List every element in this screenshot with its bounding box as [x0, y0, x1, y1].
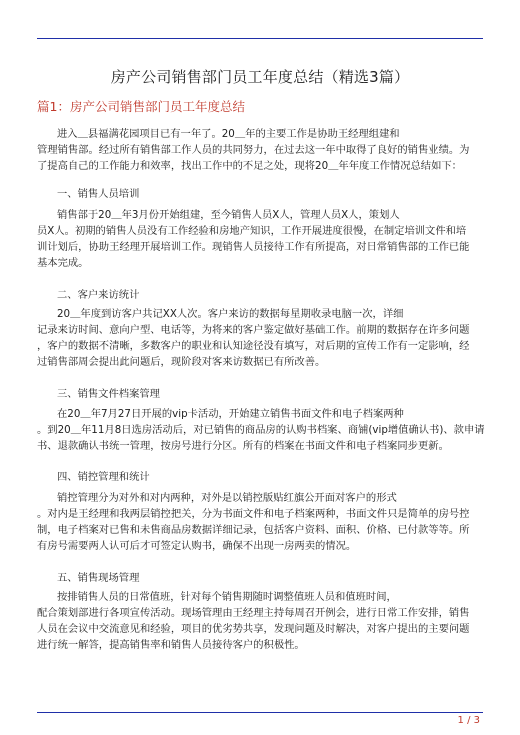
paragraph-line: 员X人。初期的销售人员没有工作经验和房地产知识，工作开展进度很慢，在制定培训文件和培 — [37, 225, 467, 237]
section-heading: 篇1：房产公司销售部门员工年度总结 — [37, 99, 245, 114]
page-number: 1 / 3 — [457, 715, 480, 726]
subsection-paragraph — [37, 406, 483, 454]
paragraph-line: 按排销售人员的日常值班，针对每个销售期随时调整值班人员和值班时间， — [57, 591, 397, 603]
subsection-heading: 三、销售文件档案管理 — [57, 388, 160, 400]
paragraph-line: 过销售部周会提出此问题后，现阶段对客来访数据已有所改善。 — [37, 356, 326, 368]
footer-rule — [37, 712, 483, 713]
paragraph-line: 进行统一解答，提高销售率和销售人员接待客户的积极性。 — [37, 639, 305, 651]
subsection-paragraph — [37, 589, 483, 653]
paragraph-line: 管理销售部。经过所有销售部工作人员的共同努力，在过去这一年中取得了良好的销售业绩。为 — [37, 144, 470, 156]
paragraph-line: 基本完成。 — [37, 257, 89, 269]
subsection-heading: 四、销控管理和统计 — [57, 471, 150, 483]
paragraph-line: 了提高自己的工作能力和效率，找出工作中的不足之处，现将20＿年年度工作情况总结如下： — [37, 160, 462, 172]
paragraph-line: 销售部于20＿年3月份开始组建，至今销售人员X人，管理人员X人，策划人 — [57, 209, 400, 221]
paragraph-line: 人员在会议中交流意见和经验，项目的优劣势共享，发现问题及时解决，对客户提出的主要问题 — [37, 623, 470, 635]
document-title: 房产公司销售部门员工年度总结（精选3篇） — [110, 68, 410, 86]
paragraph-line: 销控管理分为对外和对内两种，对外是以销控版贴红旗公开面对客户的形式 — [57, 492, 397, 504]
paragraph-line: 。对内是王经理和我两层销控把关，分为书面文件和电子档案两种，书面文件只是简单的房号控 — [37, 508, 470, 520]
subsection-paragraph — [37, 490, 483, 554]
intro-paragraph — [37, 126, 483, 174]
subsection-paragraph — [37, 306, 483, 370]
paragraph-line: 进入＿县福满花园项目已有一年了。20＿年的主要工作是协助王经理组建和 — [57, 128, 400, 140]
paragraph-line: 记录来访时间、意向户型、电话等，为将来的客户鉴定做好基础工作。前期的数据存在许多问题 — [37, 324, 470, 336]
header-rule — [37, 38, 483, 39]
paragraph-line: 。到20＿年11月8日选房活动后，对已销售的商品房的认购书档案、商铺(vip增值确认书)、款申请 — [37, 424, 485, 436]
paragraph-line: 有房号需要两人认可后才可签定认购书，确保不出现一房两卖的情况。 — [37, 540, 357, 552]
subsection-heading: 二、客户来访统计 — [57, 289, 140, 301]
subsection-heading: 一、销售人员培训 — [57, 188, 140, 200]
paragraph-line: 训计划后，协助王经理开展培训工作。现销售人员接待工作有所提高，对日常销售部的工作已能 — [37, 241, 470, 253]
paragraph-line: ，客户的数据不清晰，多数客户的职业和认知途径没有填写，对后期的宣传工作有一定影响，经 — [37, 340, 470, 352]
subsection-paragraph — [37, 207, 483, 271]
paragraph-line: 书、退款确认书统一管理，按房号进行分区。所有的档案在书面文件和电子档案同步更新。 — [37, 440, 449, 452]
subsection-heading: 五、销售现场管理 — [57, 572, 140, 584]
paragraph-line: 配合策划部进行各项宣传活动。现场管理由王经理主持每周召开例会，进行日常工作安排，销售 — [37, 607, 470, 619]
paragraph-line: 制，电子档案对已售和未售商品房数据详细记录，包括客户资料、面积、价格、已付款等等。所 — [37, 524, 470, 536]
paragraph-line: 20＿年度到访客户共记XX人次。客户来访的数据每星期收录电脑一次，详细 — [57, 308, 404, 320]
paragraph-line: 在20＿年7月27日开展的vip卡活动，开始建立销售书面文件和电子档案两种 — [57, 408, 404, 420]
